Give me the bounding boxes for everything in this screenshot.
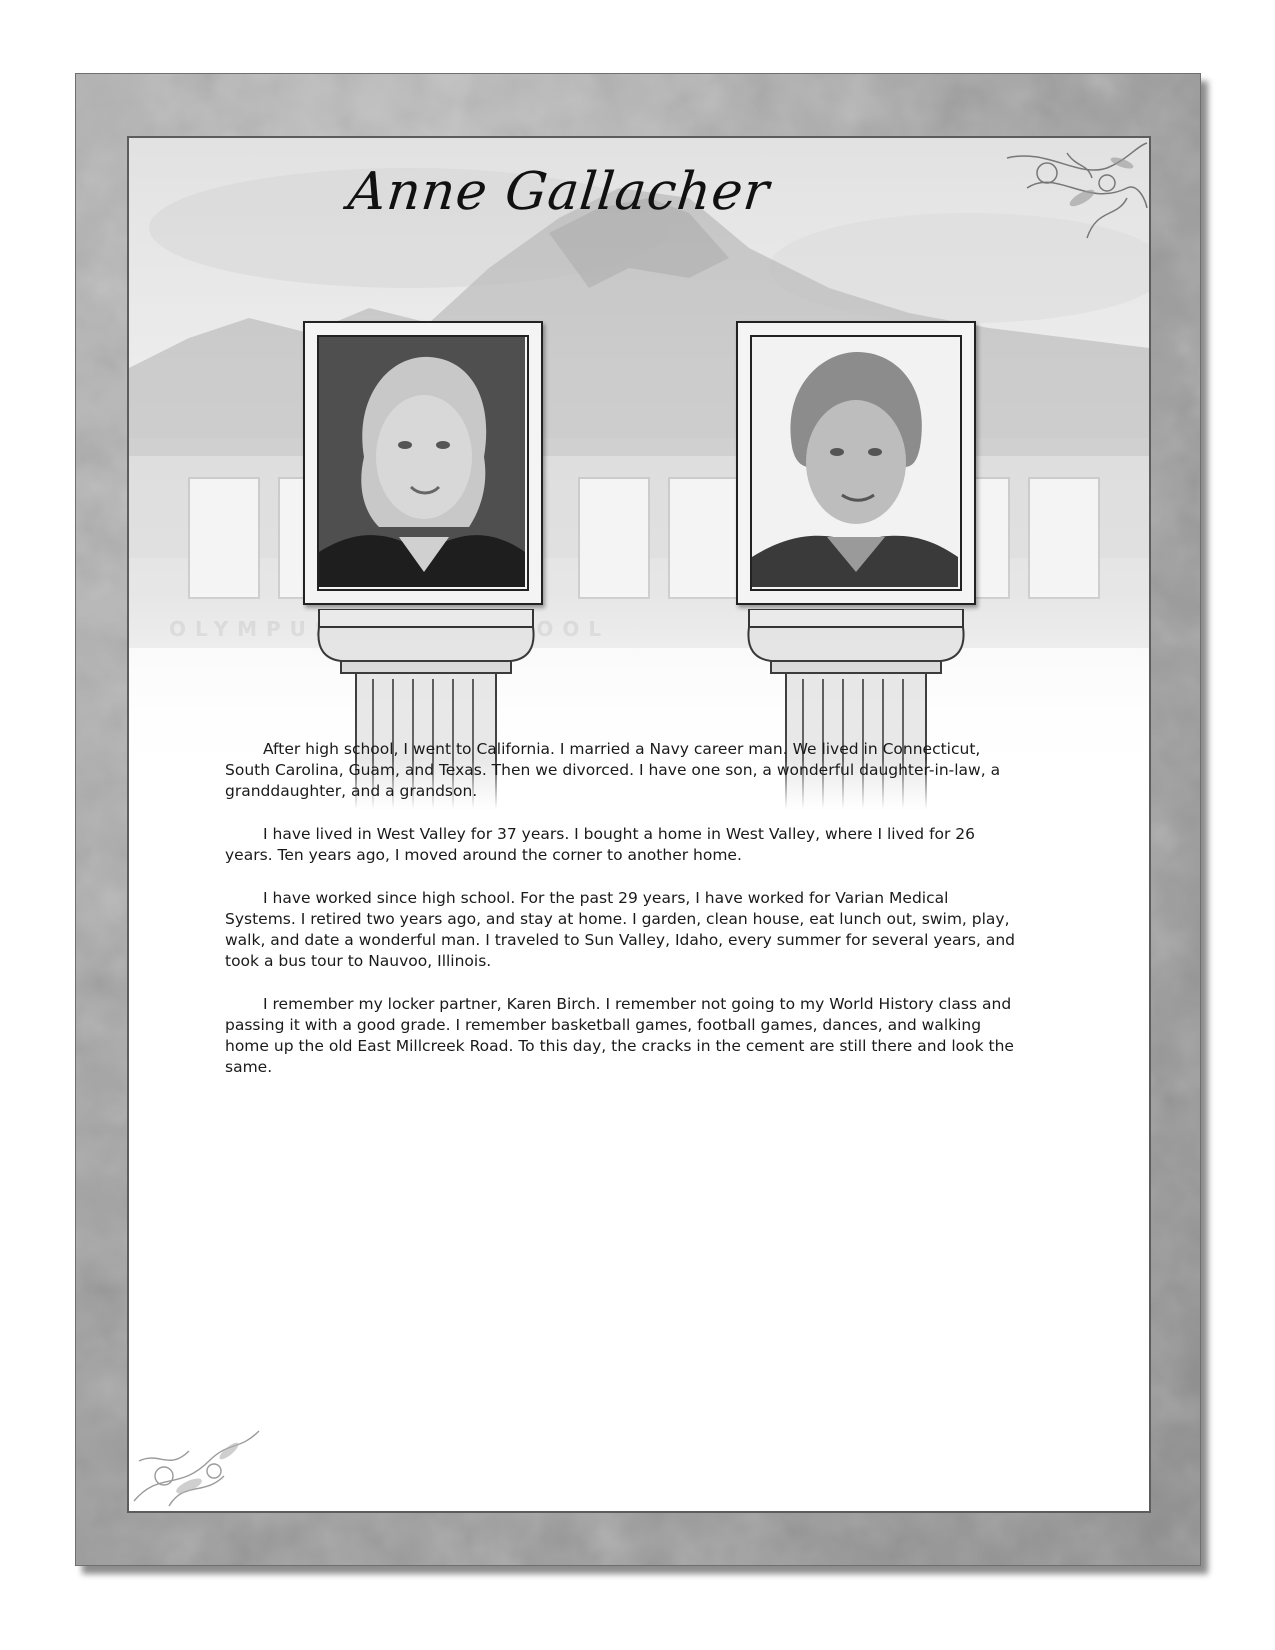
page-frame [75,73,1201,1566]
biography-text [225,739,1015,1100]
paragraph: I remember my locker partner, Karen Birch. I remember not going to my World History class and passing it with a good grade. I remember basketball games, football games, dances, and walking home up the old East Millcreek Road. To this day, the cracks in the cement are still there and look the same. [225,995,1014,1076]
corner-flourish-icon [987,138,1149,248]
content-panel [127,136,1151,1513]
then-portrait-frame [303,321,543,605]
paragraph: I have lived in West Valley for 37 years. I bought a home in West Valley, where I lived for 26 years. Ten years ago, I moved around the corner to another home. [225,825,976,864]
paragraph: After high school, I went to California. I married a Navy career man. We lived in Connecticut, South Carolina, Guam, and Texas. Then we divorced. I have one son, a wonderful daughter-in-law, a granddaughter, and a grandson. [225,740,1001,800]
corner-flourish-bottom-icon [129,1381,269,1511]
page-title: Anne Gallacher [345,162,773,222]
now-portrait-photo [750,335,962,591]
then-portrait-photo [317,335,529,591]
now-portrait-frame [736,321,976,605]
paragraph: I have worked since high school. For the past 29 years, I have worked for Varian Medical Systems. I retired two years ago, and stay at home. I garden, clean house, eat lunch out, swim, play, walk, and date a wonderful man. I traveled to Sun Valley, Idaho, every summer for several years, and took a bus tour to Nauvoo, Illinois. [225,889,1016,970]
